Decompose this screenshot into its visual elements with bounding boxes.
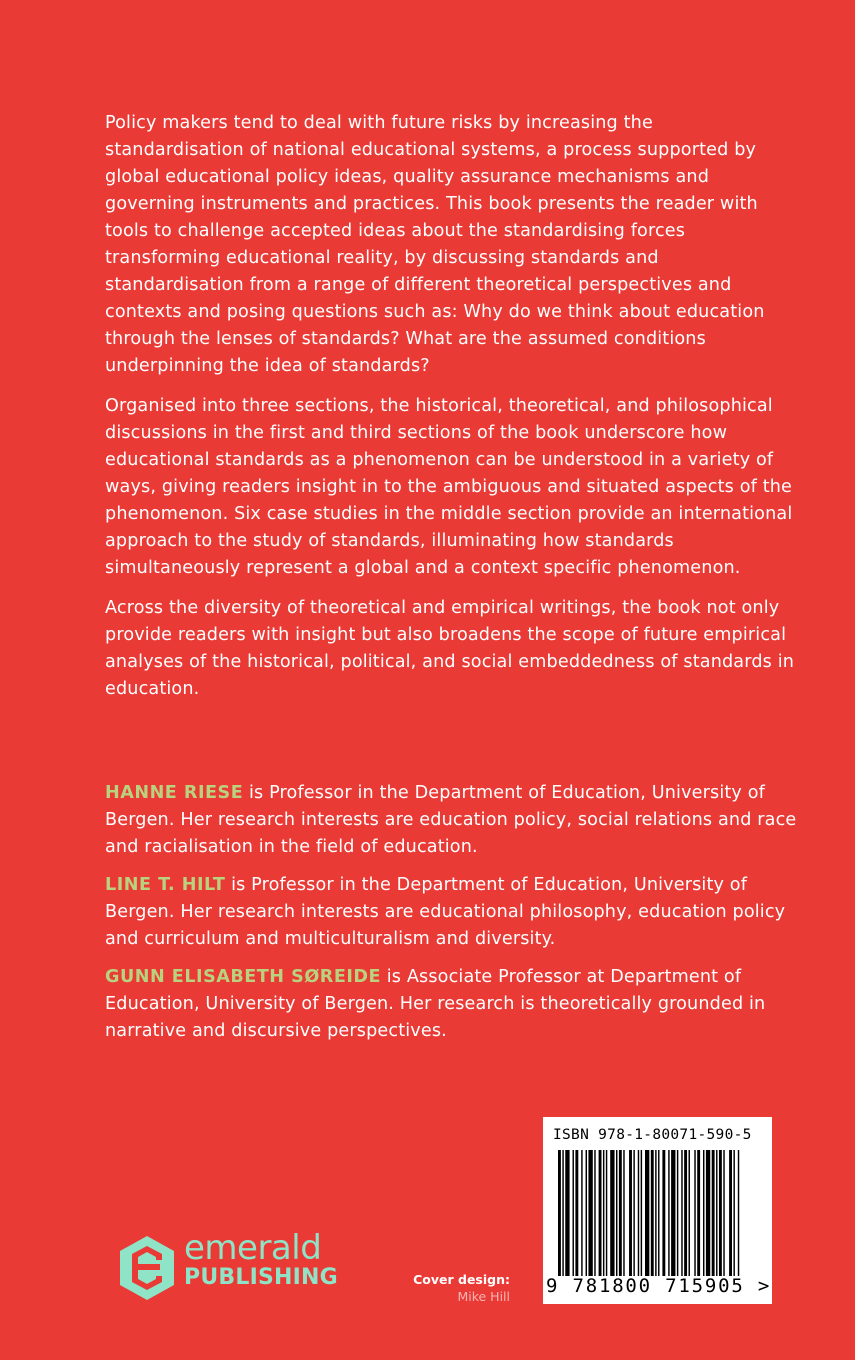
barcode-bar <box>723 1150 724 1276</box>
emerald-hexagon-e-icon <box>116 1234 178 1302</box>
barcode-bar <box>716 1150 717 1276</box>
barcode-bar <box>689 1150 690 1276</box>
barcode-bar <box>738 1150 739 1276</box>
barcode-bar <box>610 1150 614 1276</box>
barcode-bar <box>565 1150 569 1276</box>
barcode-bar <box>651 1150 654 1276</box>
blurb-paragraph-2: Organised into three sections, the historical, theoretical, and philosophical discussions in the first and third sections of the book underscore how educational standards as a phenomenon can be understood in a variety of ways, giving readers insight in to the ambiguous and situated aspects of the phenomenon. Six case studies in the middle section provide an international approach to the study of standards, illuminating how standards simultaneously represent a global and a context specific phenomenon. <box>105 396 793 578</box>
barcode-bar <box>562 1150 563 1276</box>
barcode-bar <box>658 1150 659 1276</box>
barcode-bar <box>671 1150 675 1276</box>
barcode-bar <box>623 1150 624 1276</box>
blurb <box>105 110 795 716</box>
barcode-bar <box>712 1150 715 1276</box>
barcode-bar <box>629 1150 632 1276</box>
isbn-label: ISBN 978-1-80071-590-5 <box>553 1127 752 1143</box>
author-bio-text: is Professor in the Department of Education, University of Bergen. Her research interests are educational philosophy, education policy and curriculum and multiculturalism and diversity. <box>105 875 786 949</box>
publisher-name: emerald <box>184 1228 322 1268</box>
barcode-bar <box>681 1150 682 1276</box>
author-name: GUNN ELISABETH SØREIDE <box>105 967 382 987</box>
barcode-bar <box>573 1150 574 1276</box>
barcode-bar <box>603 1150 604 1276</box>
barcode-bar <box>581 1150 582 1276</box>
barcode-bar <box>594 1150 595 1276</box>
barcode-bar <box>586 1150 587 1276</box>
cover-design-credit <box>380 1271 510 1305</box>
barcode-bar <box>677 1150 678 1276</box>
barcode-bar <box>729 1150 732 1276</box>
barcode-bar <box>575 1150 578 1276</box>
barcode-bar <box>616 1150 617 1276</box>
barcode-bar <box>733 1150 734 1276</box>
blurb-paragraph-3: Across the diversity of theoretical and empirical writings, the book not only provide readers with insight but also broadens the scope of future empirical analyses of the historical, political, and social embeddedness of standards in education. <box>105 598 795 699</box>
barcode-bar <box>668 1150 669 1276</box>
barcode-bar <box>619 1150 622 1276</box>
barcode-bar <box>645 1150 649 1276</box>
isbn-digits: 9 781800 715905 > <box>546 1275 772 1297</box>
barcode-bar <box>719 1150 722 1276</box>
blurb-paragraph-1: Policy makers tend to deal with future risks by increasing the standardisation of national educational systems, a process supported by global educational policy ideas, quality assurance mechanisms and governing instruments and practices. This book presents the reader with tools to challenge accepted ideas about the standardising forces transforming educational reality, by discussing standards and standardisation from a range of different theoretical perspectives and contexts and posing questions such as: Why do we think about education through the lenses of standards? What are the assumed conditions underpinning the idea of standards? <box>105 113 765 376</box>
publisher-logo <box>116 1228 346 1302</box>
barcode-bar <box>558 1150 561 1276</box>
author-bio-text: is Professor in the Department of Education, University of Bergen. Her research interests are education policy, social relations and race and racialisation in the field of education. <box>105 783 797 857</box>
author-name: LINE T. HILT <box>105 875 226 895</box>
barcode-bar <box>588 1150 592 1276</box>
barcode-bar <box>633 1150 634 1276</box>
barcode-bar <box>694 1150 695 1276</box>
barcode-bar <box>638 1150 639 1276</box>
barcode-bar <box>606 1150 607 1276</box>
credit-label: Cover design: <box>413 1272 510 1287</box>
barcode-bar <box>655 1150 656 1276</box>
barcode-bar <box>641 1150 642 1276</box>
barcode-bar <box>703 1150 704 1276</box>
barcode-bar <box>697 1150 700 1276</box>
barcode-bar <box>662 1150 665 1276</box>
author-name: HANNE RIESE <box>105 783 244 803</box>
author-bio <box>105 780 805 861</box>
barcode-bars <box>558 1150 758 1276</box>
author-bio <box>105 872 805 953</box>
barcode-bar <box>706 1150 710 1276</box>
author-bio <box>105 964 805 1045</box>
publisher-subtitle: PUBLISHING <box>184 1265 338 1290</box>
isbn-barcode <box>543 1117 772 1304</box>
credit-name: Mike Hill <box>457 1289 510 1304</box>
author-bio-text: is Associate Professor at Department of Education, University of Bergen. Her research is theoretically grounded in narrative and discursive perspectives. <box>105 967 766 1041</box>
barcode-bar <box>599 1150 602 1276</box>
author-bios <box>105 780 805 1056</box>
barcode-bar <box>684 1150 687 1276</box>
